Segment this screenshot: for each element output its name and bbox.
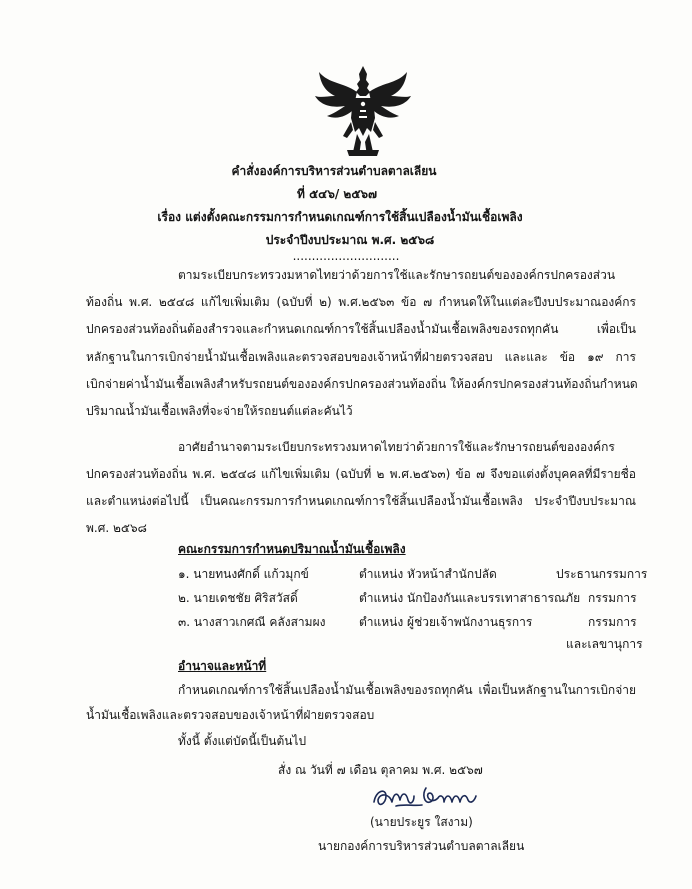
para2-line-3: และตำแหน่งต่อไปนี้ เป็นคณะกรรมการกำหนดเกณฑ์การใช้สิ้นเปลืองน้ำมันเชื้อเพลิง ประจำปีงบประมาณ <box>86 494 636 508</box>
member-3-role: กรรมการ <box>588 615 637 629</box>
para1-line-6: ปริมาณน้ำมันเชื้อเพลิงที่จะจ่ายให้รถยนต์แต่ละคันไว้ <box>86 404 353 418</box>
duties-heading: อำนาจและหน้าที่ <box>178 659 267 673</box>
para2-line-1: อาศัยอำนาจตามระเบียบกระทรวงมหาดไทยว่าด้วยการใช้และรักษารถยนต์ขององค์กร <box>178 440 615 454</box>
member-2-name: ๒. นายเดชชัย ศิริสวัสดิ์ <box>178 591 298 605</box>
order-subject: เรื่อง แต่งตั้งคณะกรรมการกำหนดเกณฑ์การใช้สิ้นเปลืองน้ำมันเชื้อเพลิง <box>157 210 523 224</box>
duties-line-2: น้ำมันเชื้อเพลิงและตรวจสอบของเจ้าหน้าที่ฝ่ายตรวจสอบ <box>86 708 375 722</box>
committee-heading: คณะกรรมการกำหนดปริมาณน้ำมันเชื้อเพลิง <box>178 542 406 556</box>
para1-line-4: หลักฐานในการเบิกจ่ายน้ำมันเชื้อเพลิงและตรวจสอบของเจ้าหน้าที่ฝ่ายตรวจสอบ และและ ข้อ ๑๙ การ <box>86 350 636 364</box>
member-2-position: ตำแหน่ง นักป้องกันและบรรเทาสาธารณภัย <box>359 591 581 605</box>
member-1-name: ๑. นายทนงศักดิ์ แก้วมุกข์ <box>178 567 309 581</box>
signatory-name: (นายประยูร ใสงาม) <box>370 815 473 829</box>
member-3-secretary: และเลขานุการ <box>566 637 643 651</box>
member-1-role: ประธานกรรมการ <box>556 567 648 581</box>
order-date: สั่ง ณ วันที่ ๗ เดือน ตุลาคม พ.ศ. ๒๕๖๗ <box>278 763 483 777</box>
garuda-emblem-icon <box>313 62 413 160</box>
para1-line-2: ท้องถิ่น พ.ศ. ๒๕๔๘ แก้ไขเพิ่มเติม (ฉบับที่ ๒) พ.ศ.๒๕๖๓ ข้อ ๗ กำหนดให้ในแต่ละปีงบประมาณองค์กร <box>86 295 636 309</box>
signatory-title: นายกองค์การบริหารส่วนตำบลตาลเลียน <box>318 839 525 853</box>
para1-line-3: ปกครองส่วนท้องถิ่นต้องสำรวจและกำหนดเกณฑ์การใช้สิ้นเปลืองน้ำมันเชื้อเพลิงของรถทุกคัน เพื่อเป็น <box>86 322 636 336</box>
para2-line-4: พ.ศ. ๒๕๖๘ <box>86 521 147 535</box>
order-title: คำสั่งองค์การบริหารส่วนตำบลตาลเลียน <box>231 164 437 178</box>
member-1-position: ตำแหน่ง หัวหน้าสำนักปลัด <box>359 567 497 581</box>
effective-statement: ทั้งนี้ ตั้งแต่บัดนี้เป็นต้นไป <box>178 734 307 748</box>
handwritten-signature <box>370 780 490 816</box>
separator-dots: ............................ <box>292 249 400 263</box>
fiscal-year: ประจำปีงบประมาณ พ.ศ. ๒๕๖๘ <box>265 233 435 247</box>
duties-line-1: กำหนดเกณฑ์การใช้สิ้นเปลืองน้ำมันเชื้อเพลิงของรถทุกคัน เพื่อเป็นหลักฐานในการเบิกจ่าย <box>178 683 636 697</box>
para2-line-2: ปกครองส่วนท้องถิ่น พ.ศ. ๒๕๔๘ แก้ไขเพิ่มเติม (ฉบับที่ ๒ พ.ศ.๒๕๖๓) ข้อ ๗ จึงขอแต่งตั้งบุคคลที่มีรายชื่อ <box>86 467 636 481</box>
para1-line-1: ตามระเบียบกระทรวงมหาดไทยว่าด้วยการใช้และรักษารถยนต์ขององค์กรปกครองส่วน <box>178 268 616 282</box>
member-3-name: ๓. นางสาวเกศณี คลังสามผง <box>178 615 326 629</box>
member-2-role: กรรมการ <box>588 591 637 605</box>
order-number: ที่ ๕๔๖/ ๒๕๖๗ <box>297 187 378 201</box>
member-3-position: ตำแหน่ง ผู้ช่วยเจ้าพนักงานธุรการ <box>359 615 533 629</box>
para1-line-5: เบิกจ่ายค่าน้ำมันเชื้อเพลิงสำหรับรถยนต์ขององค์กรปกครองส่วนท้องถิ่น ให้องค์กรปกครองส่วนท้องถิ่นกำหนด <box>86 377 638 391</box>
